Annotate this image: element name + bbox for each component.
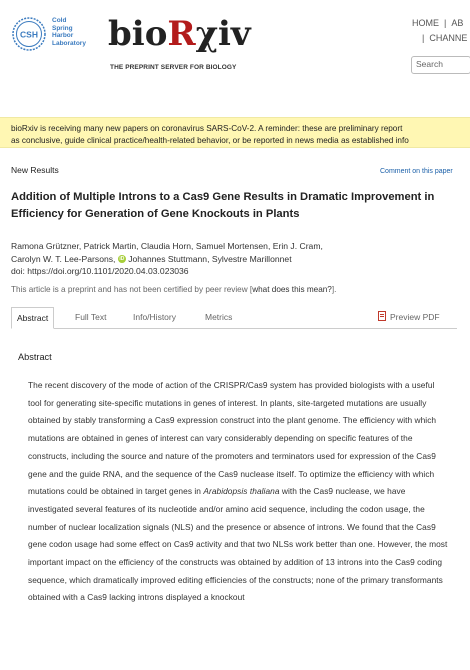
search-input[interactable]: Search [411,56,470,74]
abstract-text: The recent discovery of the mode of action of the CRISPR/Cas9 system has provided biologists with a useful tool for generating site-specific mutations in genes of interest. In plants, site-targeted mutations are usually obtained by stably transforming a Cas9 expression construct into the plant genome. The efficiency with which mutations are obtained in genes of interest can vary considerably depending on specific features of the constructs, including the source and nature of the promoters and terminators used for expression of the Cas9 gene and the guide RNA, and the sequence of the Cas9 nuclease itself. To optimize the efficiency with which mutations could be obtained in target genes in Arabidopsis thaliana with the Cas9 nuclease, we have investigated several features of its nucleotide and/or amino acid sequence, including the codon usage, the number of nuclear localization signals (NLS) and the presence or absence of introns. We found that the Cas9 gene codon usage had some effect on Cas9 activity and that two NLSs work better than one. However, the most important impact on the efficiency of the constructs was obtained by addition of 13 introns into the Cas9 coding sequence, which dramatically improved editing efficiencies of the constructs; none of the primary transformants obtained with a Cas9 lacking introns displayed a knockout [28,380,448,603]
article-tabs [11,307,457,329]
orcid-icon[interactable]: iD [119,256,125,263]
nav-home[interactable]: HOME [412,18,439,28]
article-title: Addition of Multiple Introns to a Cas9 Gene Results in Dramatic Improvement in Efficiency for Generation of Gene Knockouts in Plants [11,191,435,220]
pdf-icon [378,311,386,321]
species-name: Arabidopsis thaliana [203,486,280,497]
tagline: THE PREPRINT SERVER FOR BIOLOGY [110,64,237,71]
tab-full-text[interactable]: Full Text [75,312,107,322]
peer-review-disclaimer: This article is a preprint and has not been certified by peer review [what does this mean?]. [11,285,337,294]
nav-channels[interactable]: CHANNE [429,33,468,43]
biorxiv-logo[interactable]: bioRχiv [108,14,251,54]
what-does-this-mean-link[interactable]: what does this mean? [252,285,332,294]
csh-logo-icon[interactable] [12,17,46,51]
article-category: New Results [11,165,59,175]
tab-abstract[interactable]: Abstract [11,307,54,329]
svg-text:CSH: CSH [20,29,38,40]
top-nav: HOME | AB | CHANNE [412,16,467,46]
abstract-heading: Abstract [18,352,52,362]
preview-pdf-button[interactable]: Preview PDF [378,307,440,327]
tab-metrics[interactable]: Metrics [205,312,233,322]
covid-notice-banner: bioRxiv is receiving many new papers on coronavirus SARS-CoV-2. A reminder: these are preliminary report as conclusive, guide clinical practice/health-related behavior, or be reported in news media as established info [0,117,470,148]
nav-about[interactable]: AB [451,18,464,28]
tab-info-history[interactable]: Info/History [133,312,176,322]
author-list: Ramona Grützner, Patrick Martin, Claudia Horn, Samuel Mortensen, Erin J. Cram, Carolyn W. T. Lee-Parsons, iD Johannes Stuttmann, Sylvestre Marillonnet [11,241,323,264]
csh-name: Cold Spring Harbor Laboratory [52,17,86,47]
doi-link[interactable]: doi: https://doi.org/10.1101/2020.04.03.023036 [11,266,189,276]
comment-link[interactable]: Comment on this paper [380,168,453,175]
site-header [0,0,470,110]
